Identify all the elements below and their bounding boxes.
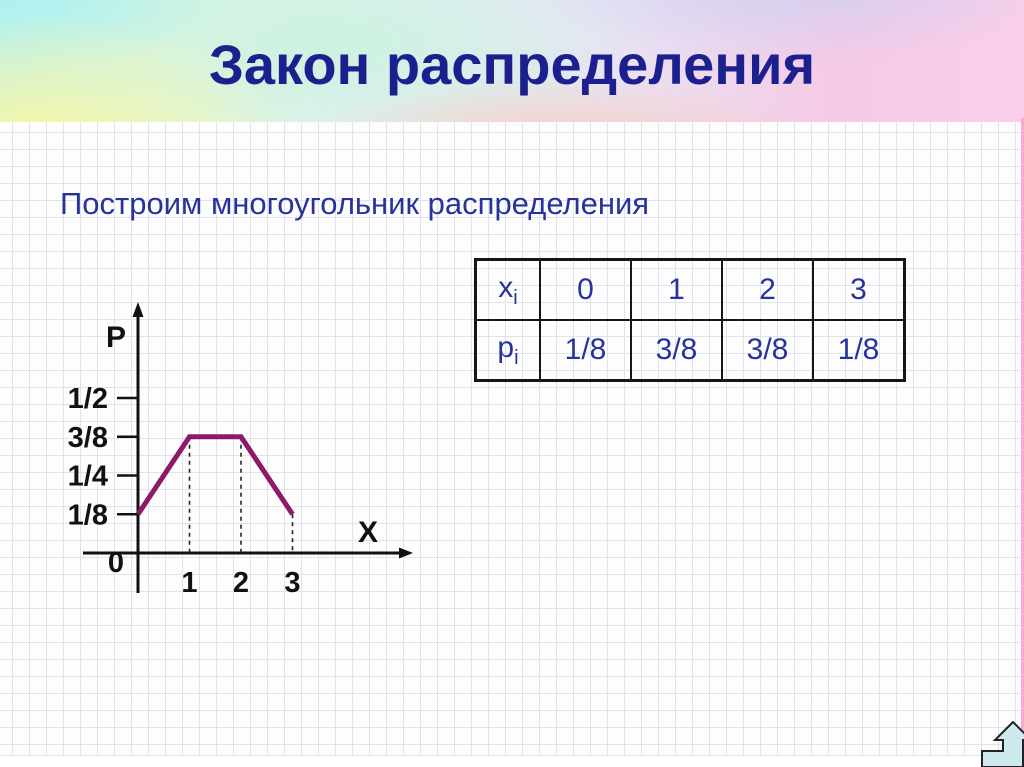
table-cell: 1: [631, 260, 722, 321]
table-cell: 0: [540, 260, 631, 321]
row-header-xi: $x_i$: [476, 260, 541, 321]
svg-text:1/2: 1/2: [67, 383, 108, 415]
next-slide-arrow-icon[interactable]: [980, 721, 1024, 767]
distribution-polygon-chart: [60, 290, 430, 610]
svg-text:1/4: 1/4: [67, 460, 108, 493]
table-cell: 3: [813, 260, 905, 321]
svg-text:1/8: 1/8: [67, 499, 108, 532]
table-row-p: [476, 320, 905, 381]
svg-text:1: 1: [181, 567, 198, 599]
table-row-x: [476, 260, 905, 321]
svg-text:3: 3: [284, 567, 301, 599]
svg-text:X: X: [357, 516, 379, 549]
chart-canvas: [60, 290, 430, 610]
svg-text:P: P: [105, 321, 127, 354]
svg-text:2: 2: [232, 567, 250, 599]
svg-text:3/8: 3/8: [67, 421, 108, 454]
header-bar: [0, 0, 1024, 122]
table-cell: 1/8: [540, 320, 631, 381]
distribution-table: [474, 258, 906, 382]
subtitle-text: Построим многоугольник распределения: [60, 186, 650, 221]
table-cell: 3/8: [631, 320, 722, 381]
row-header-pi: $p_i$: [476, 320, 541, 381]
svg-text:0: 0: [107, 547, 125, 579]
table-cell: 2: [722, 260, 813, 321]
table-cell: 1/8: [813, 320, 905, 381]
slide-title: Закон распределения: [208, 32, 816, 96]
table-cell: 3/8: [722, 320, 813, 381]
